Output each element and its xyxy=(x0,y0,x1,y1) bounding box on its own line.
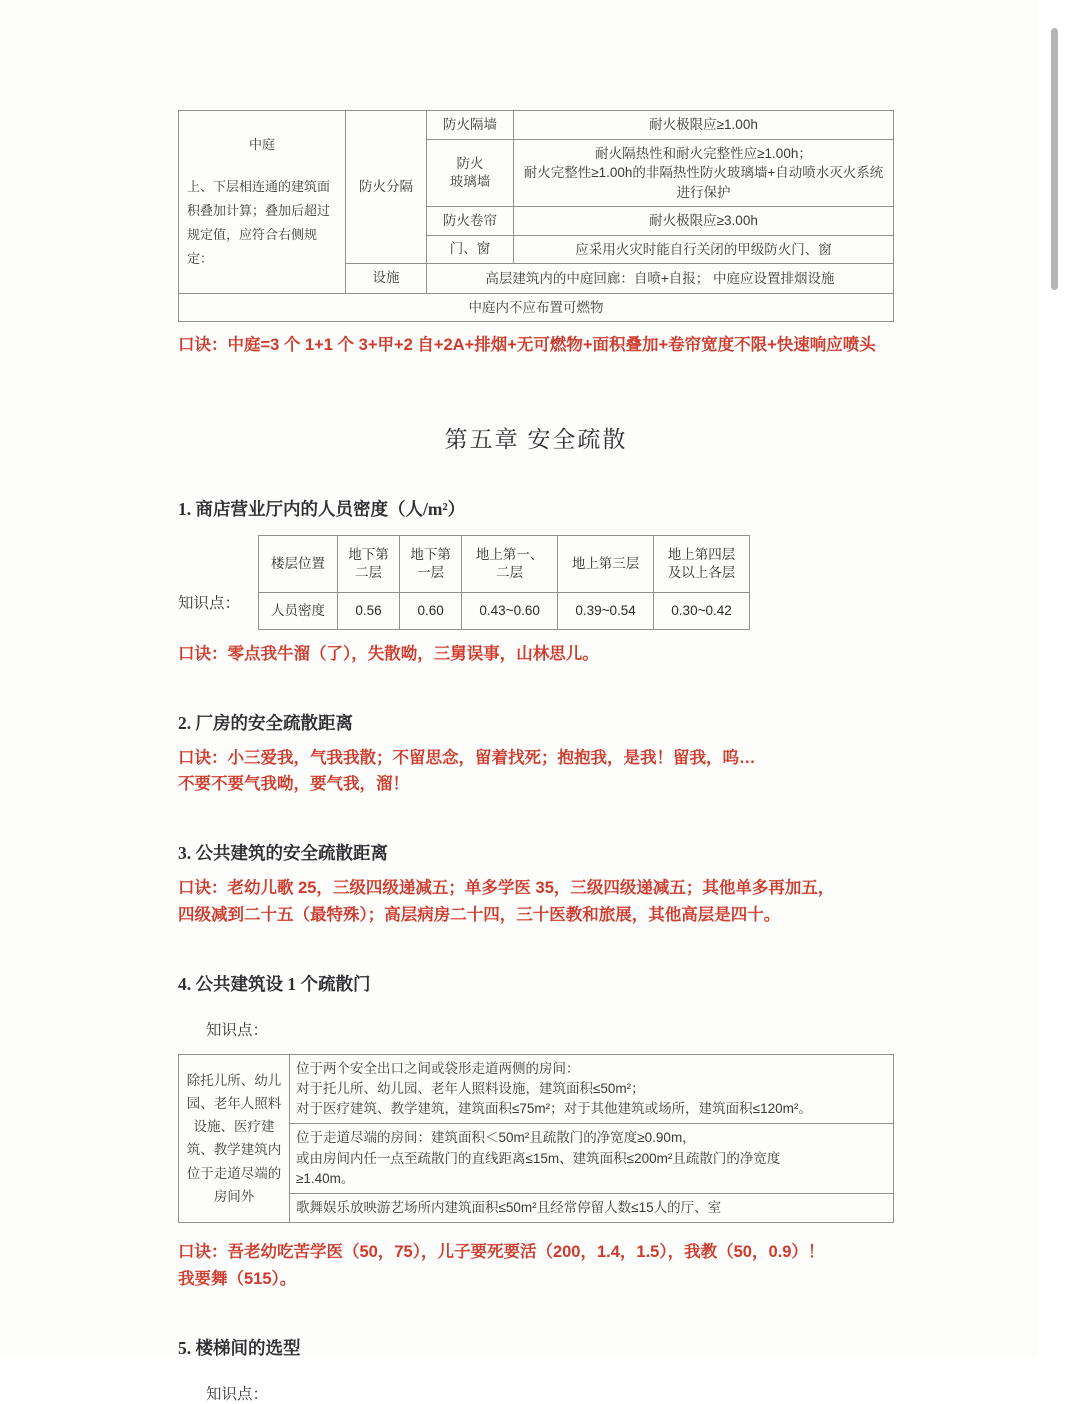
atrium-row-label-1-line1: 防火 xyxy=(456,155,484,171)
table-row xyxy=(259,592,750,629)
knowledge-point-label-4: 知识点： xyxy=(206,1021,269,1039)
density-header-4-line1: 地上第三层 xyxy=(571,556,640,572)
door-table-cell-1 xyxy=(290,1124,894,1194)
section-number-1: 1. xyxy=(178,498,192,519)
mnemonic-label: 口诀： xyxy=(178,336,228,355)
density-table-wrap xyxy=(178,535,894,621)
door-cell-2-line-0: 歌舞娱乐放映游艺场所内建筑面积≤50m²且经常停留人数≤15人的厅、室 xyxy=(296,1200,722,1215)
mnemonic-text: 零点我牛溜（了），失散呦，三舅误事，山林思儿。 xyxy=(227,644,599,663)
atrium-group-facility: 设施 xyxy=(346,264,427,293)
atrium-row-label-1-line2: 玻璃墙 xyxy=(449,173,491,189)
door-table-cell-0 xyxy=(290,1054,894,1124)
section-title-3 xyxy=(178,840,894,865)
section-number-3: 3. xyxy=(178,843,192,864)
density-header-4 xyxy=(558,535,654,592)
chapter-title: 第五章 安全疏散 xyxy=(444,426,628,452)
atrium-row-value-1-line1: 耐火隔热性和耐火完整性应≥1.00h； xyxy=(595,145,812,161)
density-header-5-line1: 地上第四层 xyxy=(667,547,736,563)
atrium-row-value-3: 应采用火灾时能自行关闭的甲级防火门、窗 xyxy=(514,235,894,264)
density-header-1-line2: 二层 xyxy=(355,564,383,580)
mnemonic-door xyxy=(178,1239,894,1292)
door-table-side-label: 除托儿所、幼儿园、老年人照料设施、医疗建筑、教学建筑内位于走道尽端的房间外 xyxy=(179,1054,290,1223)
mnemonic-atrium xyxy=(178,332,894,359)
knowledge-point-label-1: 知识点： xyxy=(178,594,241,612)
density-value-0: 0.56 xyxy=(338,592,400,629)
atrium-row-label-3: 门、窗 xyxy=(427,235,514,264)
store-occupant-density-table xyxy=(258,535,750,630)
mnemonic-label: 口诀： xyxy=(178,879,228,898)
density-header-0-line1: 楼层位置 xyxy=(271,556,325,572)
mnemonic-public-building xyxy=(178,875,894,928)
density-header-2 xyxy=(400,535,462,592)
atrium-row-value-0: 耐火极限应≥1.00h xyxy=(514,111,894,140)
atrium-row-label-1 xyxy=(427,139,514,207)
mnemonic-line2: 不要不要气我呦，要气我，溜！ xyxy=(178,775,409,794)
door-table-cell-2 xyxy=(290,1194,894,1223)
mnemonic-line2: 我要舞（515）。 xyxy=(178,1269,297,1288)
density-header-0 xyxy=(259,535,338,592)
single-exit-door-table xyxy=(178,1054,894,1224)
table-row xyxy=(179,1054,894,1124)
section-title-1 xyxy=(178,496,894,521)
density-header-1 xyxy=(338,535,400,592)
mnemonic-label: 口诀： xyxy=(178,644,228,663)
door-cell-0-line-0: 位于两个安全出口之间或袋形走道两侧的房间： xyxy=(296,1060,580,1076)
table-header-row xyxy=(259,535,750,592)
door-cell-0-line-2: 对于医疗建筑、教学建筑，建筑面积≤75m²；对于其他建筑或场所，建筑面积≤120m²。 xyxy=(296,1101,812,1116)
density-value-3: 0.39~0.54 xyxy=(558,592,654,629)
section-title-5 xyxy=(178,1335,894,1360)
door-cell-1-line-0: 位于走道尽端的房间：建筑面积＜50m²且疏散门的净宽度≥0.90m， xyxy=(296,1130,696,1146)
density-header-1-line1: 地下第 xyxy=(348,547,389,563)
mnemonic-text: 中庭=3 个 1+1 个 3+甲+2 自+2A+排烟+无可燃物+面积叠加+卷帘宽度不限+快速响应喷头 xyxy=(227,336,876,355)
door-cell-0-line-1: 对于托儿所、幼儿园、老年人照料设施，建筑面积≤50m²； xyxy=(296,1080,645,1096)
section-label-5: 楼梯间的选型 xyxy=(195,1337,301,1358)
mnemonic-factory xyxy=(178,745,894,798)
density-header-3-line2: 二层 xyxy=(496,564,524,580)
mnemonic-label: 口诀： xyxy=(178,1243,228,1262)
density-header-2-line2: 一层 xyxy=(417,564,445,580)
atrium-row-label-2: 防火卷帘 xyxy=(427,207,514,236)
section-number-4: 4. xyxy=(178,973,192,994)
density-value-1: 0.60 xyxy=(400,592,462,629)
density-value-2: 0.43~0.60 xyxy=(462,592,558,629)
mnemonic-line2: 四级减到二十五（最特殊）；高层病房二十四，三十医教和旅展，其他高层是四十。 xyxy=(178,905,781,924)
mnemonic-line1: 老幼儿歌 25，三级四级递减五；单多学医 35，三级四级递减五；其他单多再加五， xyxy=(227,879,835,898)
table-row xyxy=(179,293,894,322)
atrium-lead-title: 中庭 xyxy=(248,136,275,152)
mnemonic-line1: 吾老幼吃苦学医（50，75），儿子要死要活（200，1.4，1.5），我教（50，0.9）！ xyxy=(227,1243,825,1262)
scrollbar-thumb[interactable] xyxy=(1051,28,1058,290)
table-row xyxy=(179,111,894,140)
atrium-row-value-2: 耐火极限应≥3.00h xyxy=(514,207,894,236)
density-value-4: 0.30~0.42 xyxy=(654,592,750,629)
atrium-group-separation: 防火分隔 xyxy=(346,111,427,264)
section-title-4 xyxy=(178,971,894,996)
atrium-row-value-1 xyxy=(514,139,894,207)
atrium-lead-note: 上、下层相连通的建筑面积叠加计算；叠加后超过规定值，应符合右侧规定： xyxy=(187,178,331,266)
mnemonic-label: 口诀： xyxy=(178,748,228,767)
section-title-2 xyxy=(178,710,894,735)
density-header-3-line1: 地上第一、 xyxy=(475,547,544,563)
atrium-row-value-1-line2: 耐火完整性≥1.00h的非隔热性防火玻璃墙+自动喷水灭火系统进行保护 xyxy=(523,165,884,200)
density-row-label: 人员密度 xyxy=(259,592,338,629)
mnemonic-density xyxy=(178,641,894,668)
atrium-lead-cell xyxy=(179,111,346,294)
atrium-facility-value: 高层建筑内的中庭回廊：自喷+自报； 中庭应设置排烟设施 xyxy=(427,264,894,293)
mnemonic-line1: 小三爱我，气我我散；不留思念，留着找死；抱抱我，是我！留我，呜… xyxy=(227,748,756,767)
atrium-fire-separation-table xyxy=(178,110,894,322)
knowledge-point-label-5: 知识点： xyxy=(206,1385,269,1403)
section-number-2: 2. xyxy=(178,712,192,733)
density-header-3 xyxy=(462,535,558,592)
density-header-5-line2: 及以上各层 xyxy=(667,564,736,580)
section-label-3: 公共建筑的安全疏散距离 xyxy=(195,843,388,864)
atrium-row-label-0: 防火隔墙 xyxy=(427,111,514,140)
section-number-5: 5. xyxy=(178,1337,192,1358)
section-label-1: 商店营业厅内的人员密度（人/m²） xyxy=(195,498,466,519)
document-content xyxy=(178,0,894,1404)
atrium-footer-value: 中庭内不应布置可燃物 xyxy=(179,293,894,322)
section-label-4: 公共建筑设 1 个疏散门 xyxy=(195,973,371,994)
door-cell-1-line-2: ≥1.40m。 xyxy=(296,1170,355,1186)
section-label-2: 厂房的安全疏散距离 xyxy=(195,712,353,733)
door-cell-1-line-1: 或由房间内任一点至疏散门的直线距离≤15m、建筑面积≤200m²且疏散门的净宽度 xyxy=(296,1150,781,1166)
density-header-5 xyxy=(654,535,750,592)
density-header-2-line1: 地下第 xyxy=(410,547,451,563)
